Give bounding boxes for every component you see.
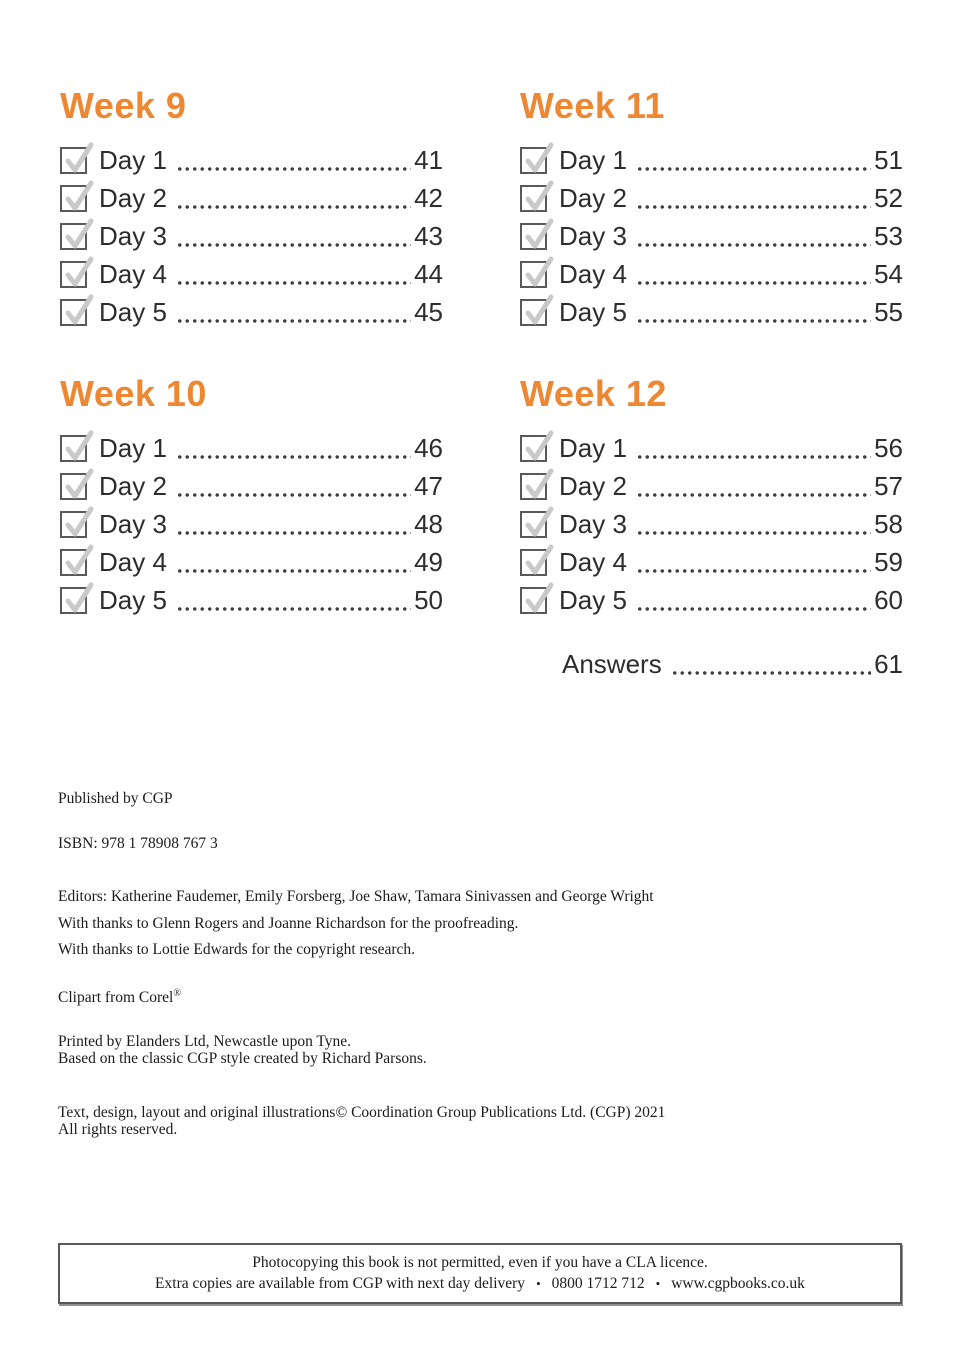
colophon <box>58 790 758 1138</box>
week-title: Week 12 <box>520 373 667 414</box>
day-label: Day 2 <box>559 470 627 501</box>
website-url: www.cgpbooks.co.uk <box>671 1275 805 1292</box>
day-checkbox[interactable] <box>520 549 547 576</box>
day-checkbox[interactable] <box>60 587 87 614</box>
day-label: Day 4 <box>559 258 627 289</box>
page-number: 54 <box>874 258 903 289</box>
dotted-leader <box>176 569 411 573</box>
day-checkbox[interactable] <box>520 299 547 326</box>
day-checkbox[interactable] <box>60 299 87 326</box>
day-label: Day 2 <box>99 182 167 213</box>
page-number: 46 <box>414 432 443 463</box>
answers-label: Answers <box>562 648 662 679</box>
dotted-leader <box>176 167 411 171</box>
day-label: Day 2 <box>99 470 167 501</box>
page-number: 51 <box>874 144 903 175</box>
day-checkbox[interactable] <box>60 511 87 538</box>
dotted-leader <box>636 569 871 573</box>
table-of-contents <box>60 85 903 619</box>
toc-row <box>60 141 443 179</box>
toc-row <box>520 581 903 619</box>
day-checkbox[interactable] <box>520 511 547 538</box>
day-label: Day 4 <box>99 258 167 289</box>
dotted-leader <box>176 455 411 459</box>
bullet-separator: • <box>655 1276 661 1291</box>
day-label: Day 1 <box>559 432 627 463</box>
day-checkbox[interactable] <box>60 185 87 212</box>
toc-row <box>520 505 903 543</box>
page-number: 43 <box>414 220 443 251</box>
page-number: 41 <box>414 144 443 175</box>
toc-row <box>520 467 903 505</box>
page-number: 49 <box>414 546 443 577</box>
dotted-leader <box>636 319 871 323</box>
toc-row <box>60 179 443 217</box>
page-number: 56 <box>874 432 903 463</box>
day-label: Day 5 <box>559 296 627 327</box>
extra-copies-text: Extra copies are available from CGP with next day delivery <box>155 1275 526 1292</box>
day-checkbox[interactable] <box>60 473 87 500</box>
day-checkbox[interactable] <box>520 147 547 174</box>
day-checkbox[interactable] <box>60 261 87 288</box>
toc-row <box>520 429 903 467</box>
day-checkbox[interactable] <box>520 473 547 500</box>
dotted-leader <box>671 671 871 675</box>
dotted-leader <box>636 607 871 611</box>
page-number: 47 <box>414 470 443 501</box>
toc-row <box>520 141 903 179</box>
week-title: Week 9 <box>60 85 187 126</box>
toc-section-week-11 <box>520 85 903 331</box>
thanks-copyright-line: With thanks to Lottie Edwards for the copyright research. <box>58 941 416 958</box>
clipart-line <box>58 985 758 1006</box>
week-title: Week 10 <box>60 373 207 414</box>
toc-row <box>60 255 443 293</box>
page-number: 53 <box>874 220 903 251</box>
dotted-leader <box>636 455 871 459</box>
dotted-leader <box>176 205 411 209</box>
day-label: Day 3 <box>559 508 627 539</box>
based-on-line: Based on the classic CGP style created by Richard Parsons. <box>58 1050 427 1068</box>
toc-row <box>60 543 443 581</box>
dotted-leader <box>636 205 871 209</box>
published-line: Published by CGP <box>58 790 173 807</box>
dotted-leader <box>176 531 411 535</box>
answers-row <box>562 645 903 683</box>
toc-row <box>520 255 903 293</box>
day-checkbox[interactable] <box>520 435 547 462</box>
day-checkbox[interactable] <box>60 549 87 576</box>
dotted-leader <box>636 493 871 497</box>
day-checkbox[interactable] <box>520 223 547 250</box>
dotted-leader <box>176 243 411 247</box>
day-label: Day 2 <box>559 182 627 213</box>
thanks-proofreading-line: With thanks to Glenn Rogers and Joanne Richardson for the proofreading. <box>58 915 519 932</box>
day-label: Day 1 <box>99 432 167 463</box>
day-label: Day 5 <box>559 584 627 615</box>
page-number: 42 <box>414 182 443 213</box>
photocopy-notice-box <box>58 1243 902 1304</box>
day-label: Day 1 <box>99 144 167 175</box>
page-number: 55 <box>874 296 903 327</box>
week-title: Week 11 <box>520 85 665 126</box>
toc-row <box>60 217 443 255</box>
extra-copies-line <box>155 1275 805 1293</box>
toc-row <box>60 505 443 543</box>
toc-row <box>60 293 443 331</box>
toc-row <box>520 543 903 581</box>
day-checkbox[interactable] <box>60 147 87 174</box>
day-label: Day 3 <box>559 220 627 251</box>
photocopy-notice-line: Photocopying this book is not permitted, even if you have a CLA licence. <box>252 1254 708 1271</box>
page-number: 52 <box>874 182 903 213</box>
toc-row <box>520 217 903 255</box>
dotted-leader <box>636 281 871 285</box>
day-checkbox[interactable] <box>520 185 547 212</box>
page-number: 58 <box>874 508 903 539</box>
day-label: Day 5 <box>99 584 167 615</box>
toc-row <box>520 179 903 217</box>
dotted-leader <box>636 531 871 535</box>
bullet-separator: • <box>536 1276 541 1291</box>
registered-symbol: ® <box>173 988 181 999</box>
day-checkbox[interactable] <box>60 223 87 250</box>
answers-page-number: 61 <box>874 648 903 679</box>
dotted-leader <box>176 319 411 323</box>
day-checkbox[interactable] <box>520 261 547 288</box>
day-label: Day 3 <box>99 508 167 539</box>
page-number: 48 <box>414 508 443 539</box>
toc-section-week-9 <box>60 85 443 331</box>
toc-row <box>60 467 443 505</box>
phone-number: 0800 1712 712 <box>551 1275 645 1292</box>
day-label: Day 4 <box>99 546 167 577</box>
dotted-leader <box>176 607 411 611</box>
page-number: 57 <box>874 470 903 501</box>
day-checkbox[interactable] <box>520 587 547 614</box>
page-number: 59 <box>874 546 903 577</box>
isbn-line: ISBN: 978 1 78908 767 3 <box>58 835 218 852</box>
day-label: Day 5 <box>99 296 167 327</box>
dotted-leader <box>176 281 411 285</box>
day-label: Day 1 <box>559 144 627 175</box>
editors-line: Editors: Katherine Faudemer, Emily Forsberg, Joe Shaw, Tamara Sinivassen and George Wright <box>58 888 654 905</box>
page-number: 44 <box>414 258 443 289</box>
day-label: Day 4 <box>559 546 627 577</box>
toc-row <box>60 429 443 467</box>
dotted-leader <box>636 243 871 247</box>
page-number: 60 <box>874 584 903 615</box>
page-number: 50 <box>414 584 443 615</box>
toc-row <box>60 581 443 619</box>
page-number: 45 <box>414 296 443 327</box>
dotted-leader <box>176 493 411 497</box>
day-label: Day 3 <box>99 220 167 251</box>
dotted-leader <box>636 167 871 171</box>
toc-row <box>520 293 903 331</box>
day-checkbox[interactable] <box>60 435 87 462</box>
copyright-line-1: Text, design, layout and original illustrations© Coordination Group Publications Ltd. (CGP) 2021 <box>58 1104 666 1122</box>
toc-section-week-12 <box>520 373 903 619</box>
printed-line: Printed by Elanders Ltd, Newcastle upon Tyne. <box>58 1033 352 1051</box>
copyright-line-2: All rights reserved. <box>58 1121 178 1139</box>
clipart-text: Clipart from Corel <box>58 989 174 1007</box>
toc-section-week-10 <box>60 373 443 619</box>
